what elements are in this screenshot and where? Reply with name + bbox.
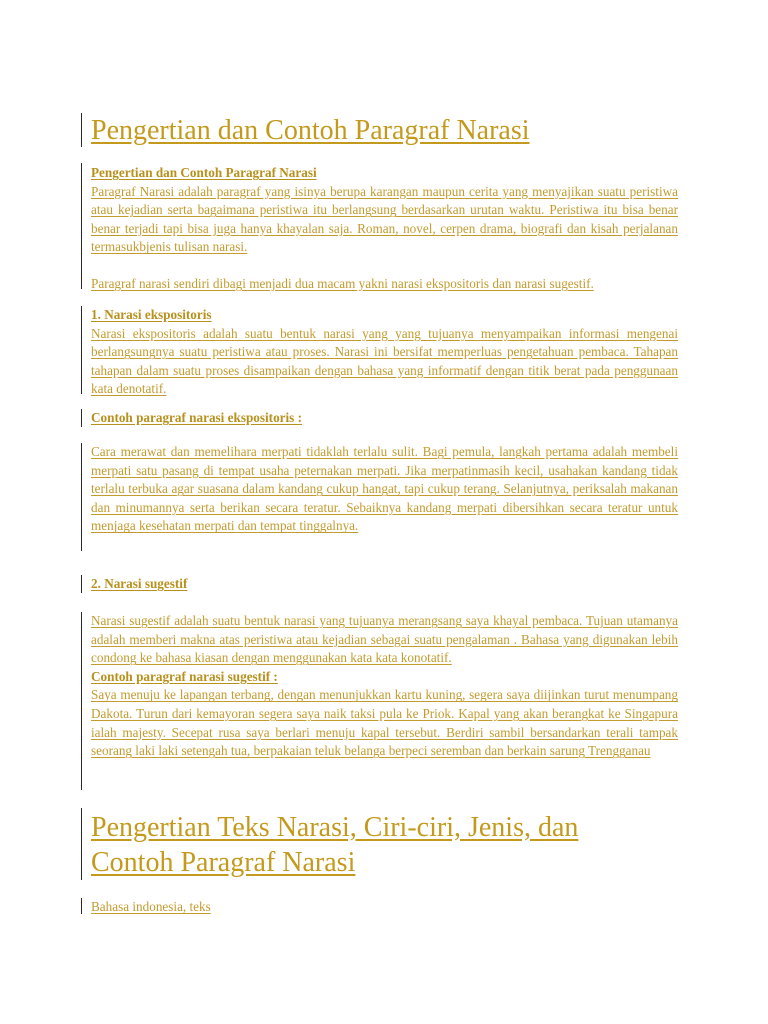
example-ekspositoris-title[interactable]: Contoh paragraf narasi ekspositoris : (91, 410, 303, 425)
section-ekspositoris-title[interactable]: 1. Narasi ekspositoris (91, 307, 212, 322)
article-title-2-line2[interactable]: Contoh Paragraf Narasi (91, 847, 356, 878)
section-intro-body2[interactable]: Paragraf narasi sendiri dibagi menjadi dua macam yakni narasi ekspositoris dan narasi sugestif. (91, 275, 594, 291)
section-bar (81, 306, 82, 394)
example-sugestif-title[interactable]: Contoh paragraf narasi sugestif : (91, 668, 278, 684)
section-intro-title[interactable]: Pengertian dan Contoh Paragraf Narasi (91, 165, 317, 180)
tags-bar (81, 898, 82, 914)
article-title-2-line1[interactable]: Pengertian Teks Narasi, Ciri-ciri, Jenis, dan (91, 812, 579, 843)
example-ekspositoris-block (91, 443, 678, 536)
heading-bar (81, 808, 82, 880)
example-ekspositoris-title-block (91, 409, 678, 428)
heading-bar (81, 113, 82, 147)
section-bar (81, 575, 82, 593)
section-bar (81, 612, 82, 790)
section-intro (91, 164, 678, 294)
page-title-text[interactable]: Pengertian dan Contoh Paragraf Narasi (91, 115, 530, 146)
page-title (91, 113, 678, 148)
section-sugestif-title-block (91, 575, 678, 594)
tags-link[interactable]: Bahasa indonesia, teks (91, 899, 211, 914)
section-bar (81, 163, 82, 289)
section-bar (81, 443, 82, 551)
section-bar (81, 409, 82, 427)
section-ekspositoris-body[interactable]: Narasi ekspositoris adalah suatu bentuk narasi yang yang tujuanya menyampaikan informasi mengenai berlangsungnya suatu peristiwa atau proses. Narasi ini bersifat memperluas pengetahuan pembaca. Tahapan tahapan dalam suatu proses disampaikan dengan bahasa yang informatif dengan titik berat pada penggunaan kata denotatif. (91, 325, 678, 397)
section-sugestif-block (91, 612, 678, 761)
section-ekspositoris (91, 306, 678, 399)
tags-block (91, 898, 678, 917)
article-title-2 (91, 810, 678, 880)
example-sugestif-body[interactable]: Saya menuju ke lapangan terbang, dengan menunjukkan kartu kuning, segera saya diijinkan turut menumpang Dakota. Turun dari kemayoran segera saya naik taksi pula ke Priok. Kapal yang akan berangkat ke Singapura ialah majesty. Secepat rusa saya berlari menuju kapal tersebut. Berdiri sambil bersandarkan terali tampak seorang laki laki setengah tua, berpakaian teluk belanga berpeci seremban dan berkain sarung Trengganau (91, 687, 678, 759)
section-intro-body[interactable]: Paragraf Narasi adalah paragraf yang isinya berupa karangan maupun cerita yang menyajikan suatu peristiwa atau kejadian serta bagaimana peristiwa itu berlangsung berdasarkan urutan waktu. Peristiwa itu bisa benar benar terjadi tapi bisa juga hanya khayalan saja. Roman, novel, cerpen drama, biografi dan kisah perjalanan termasukbjenis tulisan narasi. (91, 183, 678, 255)
section-sugestif-title[interactable]: 2. Narasi sugestif (91, 576, 188, 591)
section-sugestif-body[interactable]: Narasi sugestif adalah suatu bentuk narasi yang tujuanya merangsang saya khayal pembaca. Tujuan utamanya adalah memberi makna atas peristiwa atau kejadian sebagai suatu pengalaman . Bahasa yang digunakan lebih condong ke bahasa kiasan dengan menggunakan kata kata konotatif. (91, 613, 678, 666)
example-ekspositoris-body[interactable]: Cara merawat dan memelihara merpati tidaklah terlalu sulit. Bagi pemula, langkah pertama adalah membeli merpati satu pasang di tempat usaha peternakan merpati. Jika merpatinmasih kecil, usahakan kandang tidak terlalu terbuka agar suasana dalam kandang cukup hangat, tapi cukup terang. Selanjutnya, periksalah makanan dan minumannya serta berikan secara teratur. Sebaiknya kandang merpati dibersihkan secara teratur untuk menjaga kesehatan merpati dan tempat tinggalnya. (91, 444, 678, 534)
